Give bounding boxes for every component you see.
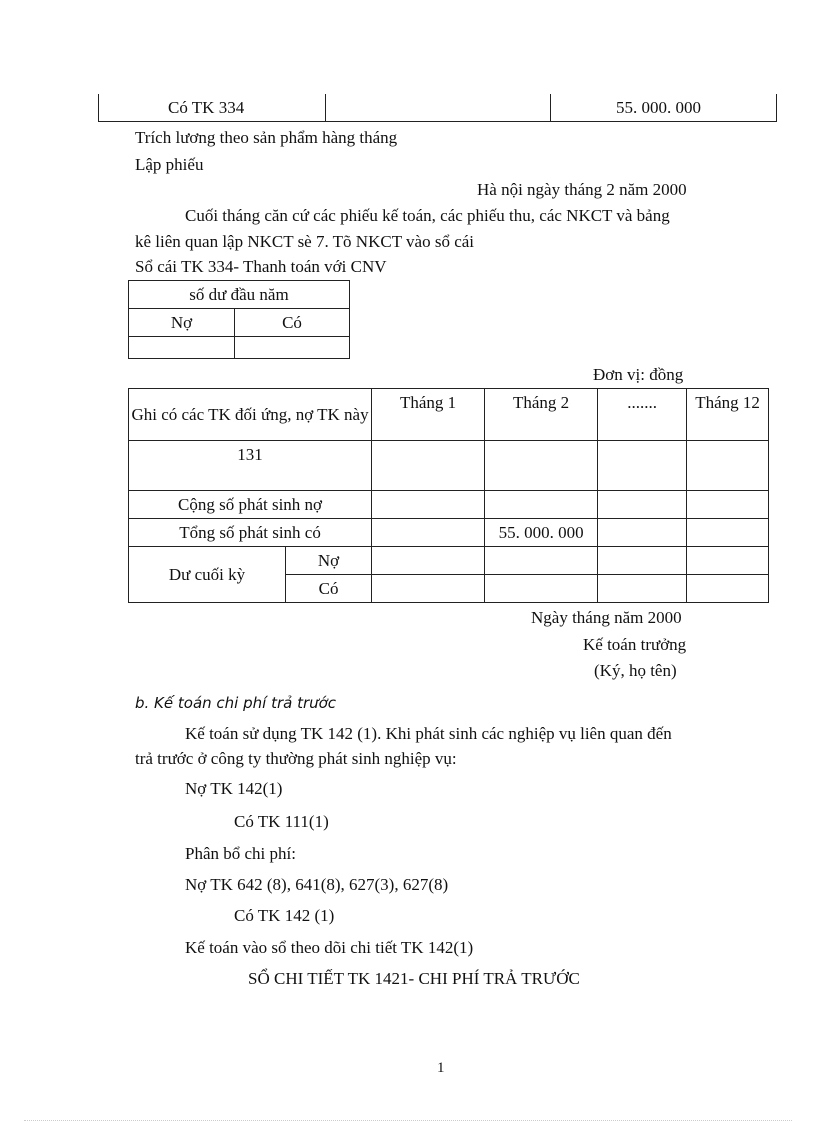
table-cell	[598, 519, 687, 547]
top-row-amount: 55. 000. 000	[616, 98, 701, 117]
table-border	[98, 94, 99, 122]
signature-role: Kế toán trưởng	[583, 635, 687, 654]
month-header: .......	[598, 389, 687, 441]
table-cell	[372, 441, 485, 491]
opening-credit-header: Có	[235, 309, 350, 337]
entry2-debit: Nợ TK 642 (8), 641(8), 627(3), 627(8)	[185, 875, 449, 894]
signature-note: (Ký, họ tên)	[594, 661, 677, 680]
table-cell	[687, 547, 769, 575]
opening-balance-table	[128, 280, 350, 359]
table-cell	[372, 547, 485, 575]
paragraph-line: Cuối tháng căn cứ các phiếu kế toán, các phiếu thu, các NKCT và bảng	[185, 206, 670, 225]
table-cell	[485, 575, 598, 603]
table-cell	[598, 441, 687, 491]
table-cell	[687, 491, 769, 519]
table-cell	[372, 575, 485, 603]
month-header: Tháng 2	[485, 389, 598, 441]
page-divider	[24, 1120, 792, 1121]
currency-unit: Đơn vị: đồng	[593, 365, 684, 384]
section-b-heading: b. Kế toán chi phí trả trước	[135, 694, 337, 712]
paragraph-line: kê liên quan lập NKCT sè 7. Tõ NKCT vào sổ cái	[135, 232, 475, 251]
opening-balance-header: số dư đầu năm	[129, 281, 350, 309]
entry2-credit: Có TK 142 (1)	[234, 906, 335, 925]
allocation-label: Phân bổ chi phí:	[185, 844, 296, 863]
paragraph-line: Kế toán sử dụng TK 142 (1). Khi phát sinh các nghiệp vụ liên quan đến	[185, 724, 672, 743]
table-cell	[598, 575, 687, 603]
entry1-debit: Nợ TK 142(1)	[185, 779, 283, 798]
text-trich-luong: Trích lương theo sản phẩm hàng tháng	[135, 128, 398, 147]
ending-credit-label: Có	[286, 575, 372, 603]
top-row-label: Có TK 334	[168, 98, 245, 117]
total-credit-label: Tổng số phát sinh có	[129, 519, 372, 547]
table-cell	[598, 547, 687, 575]
entry1-credit: Có TK 111(1)	[234, 812, 329, 831]
total-credit-feb: 55. 000. 000	[485, 519, 598, 547]
month-header: Tháng 1	[372, 389, 485, 441]
ledger-title: Sổ cái TK 334- Thanh toán với CNV	[135, 257, 387, 276]
table-cell	[485, 441, 598, 491]
table-cell	[372, 491, 485, 519]
table-border	[98, 121, 777, 122]
account-131: 131	[129, 441, 372, 491]
ledger-table	[128, 388, 769, 603]
top-table-fragment	[98, 94, 777, 122]
total-debit-label: Cộng số phát sinh nợ	[129, 491, 372, 519]
table-cell	[485, 547, 598, 575]
table-border	[550, 94, 551, 122]
ledger-header-accounts: Ghi có các TK đối ứng, nợ TK này	[129, 389, 372, 441]
table-cell	[598, 491, 687, 519]
date-line: Hà nội ngày tháng 2 năm 2000	[477, 180, 687, 199]
table-cell	[485, 491, 598, 519]
ending-balance-label: Dư cuối kỳ	[129, 547, 286, 603]
month-header: Tháng 12	[687, 389, 769, 441]
text-lap-phieu: Lập phiếu	[135, 155, 204, 174]
table-cell	[687, 519, 769, 547]
opening-debit-header: Nợ	[129, 309, 235, 337]
page-number: 1	[437, 1060, 445, 1076]
opening-debit-cell	[129, 337, 235, 359]
opening-credit-cell	[235, 337, 350, 359]
table-cell	[687, 441, 769, 491]
signature-date: Ngày tháng năm 2000	[531, 608, 682, 627]
table-border	[325, 94, 326, 122]
detail-note: Kế toán vào sổ theo dõi chi tiết TK 142(1)	[185, 938, 474, 957]
detail-title: SỔ CHI TIẾT TK 1421- CHI PHÍ TRẢ TRƯỚC	[248, 969, 580, 988]
table-border	[776, 94, 777, 122]
ending-debit-label: Nợ	[286, 547, 372, 575]
table-cell	[687, 575, 769, 603]
paragraph-line: trả trước ở công ty thường phát sinh nghiệp vụ:	[135, 749, 457, 768]
table-cell	[372, 519, 485, 547]
